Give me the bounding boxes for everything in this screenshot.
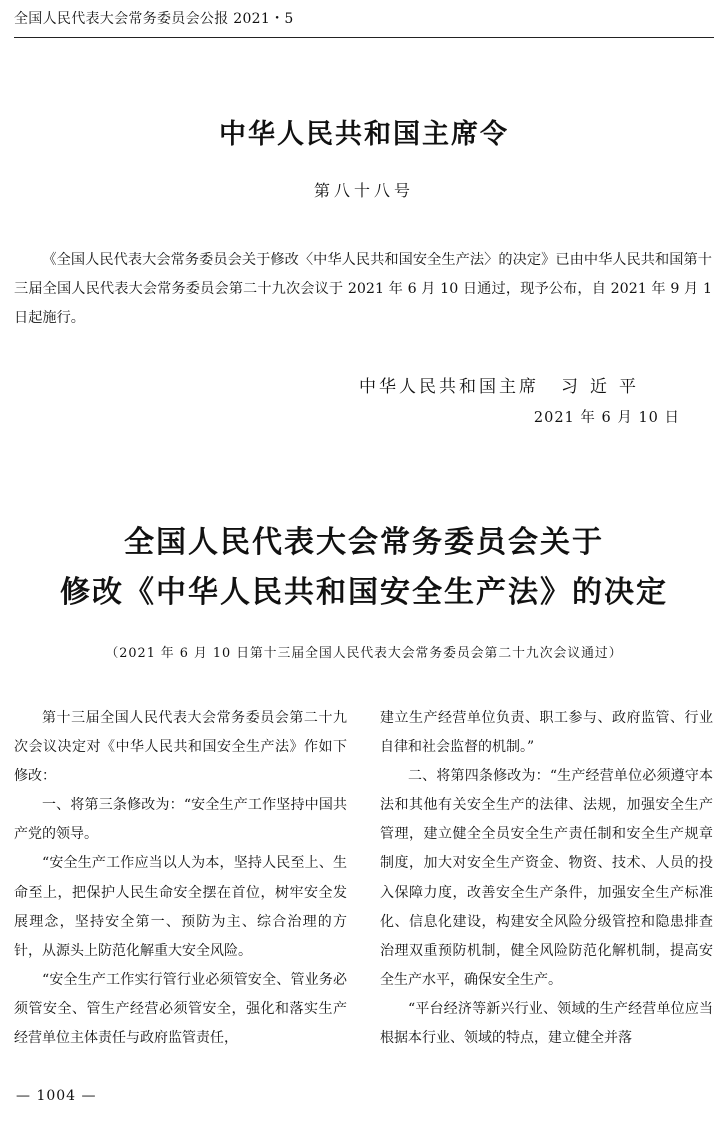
decision-title xyxy=(0,518,728,618)
paragraph: “平台经济等新兴行业、领域的生产经营单位应当根据本行业、领域的特点，建立健全并落 xyxy=(380,1000,713,1047)
paragraph: 一、将第三条修改为：“安全生产工作坚持中国共产党的领导。 xyxy=(14,797,347,843)
right-column xyxy=(380,704,713,1053)
order-body: 《全国人民代表大会常务委员会关于修改〈中华人民共和国安全生产法〉的决定》已由中华人民共和国第十三届全国人民代表大会常务委员会第二十九次会议于 2021 年 6 月 10 日通过，现予公布，自 2021 年 9 月 1 日起施行。 xyxy=(14,252,712,326)
signer-name: 习近平 xyxy=(561,377,648,397)
paragraph-continuation: 建立生产经营单位负责、职工参与、政府监管、行业自律和社会监督的机制。” xyxy=(380,710,713,756)
order-title: 中华人民共和国主席令 xyxy=(219,119,509,150)
paragraph: 二、将第四条修改为：“生产经营单位必须遵守本法和其他有关安全生产的法律、法规，加强安全生产管理，建立健全全员安全生产责任制和安全生产规章制度，加大对安全生产资金、物资、技术、人员的投入保障力度，改善安全生产条件，加强安全生产标准化、信息化建设，构建安全风险分级管控和隐患排查治理双重预防机制，健全风险防范化解机制，提高安全生产水平，确保安全生产。 xyxy=(380,768,713,988)
paragraph: “安全生产工作实行管行业必须管安全、管业务必须管安全、管生产经营必须管安全，强化和落实生产经营单位主体责任与政府监管责任， xyxy=(14,971,347,1047)
adoption-note: （2021 年 6 月 10 日第十三届全国人民代表大会常务委员会第二十九次会议通过） xyxy=(105,646,623,661)
page-number: — 1004 — xyxy=(16,1088,97,1104)
paragraph: 第十三届全国人民代表大会常务委员会第二十九次会议决定对《中华人民共和国安全生产法》作如下修改： xyxy=(14,710,347,785)
signer-title: 中华人民共和国主席 xyxy=(359,377,539,397)
left-column xyxy=(14,704,347,1053)
signature xyxy=(359,372,648,397)
decision-title-line1: 全国人民代表大会常务委员会关于 xyxy=(124,525,604,560)
signature-date: 2021 年 6 月 10 日 xyxy=(533,410,680,426)
running-header: 全国人民代表大会常务委员会公报 2021・5 xyxy=(14,8,714,38)
paragraph: “安全生产工作应当以人为本，坚持人民至上、生命至上，把保护人民生命安全摆在首位，树牢安全发展理念，坚持安全第一、预防为主、综合治理的方针，从源头上防范化解重大安全风险。 xyxy=(14,855,347,959)
order-number: 第八十八号 xyxy=(313,181,414,200)
decision-title-line2: 修改《中华人民共和国安全生产法》的决定 xyxy=(60,575,668,610)
